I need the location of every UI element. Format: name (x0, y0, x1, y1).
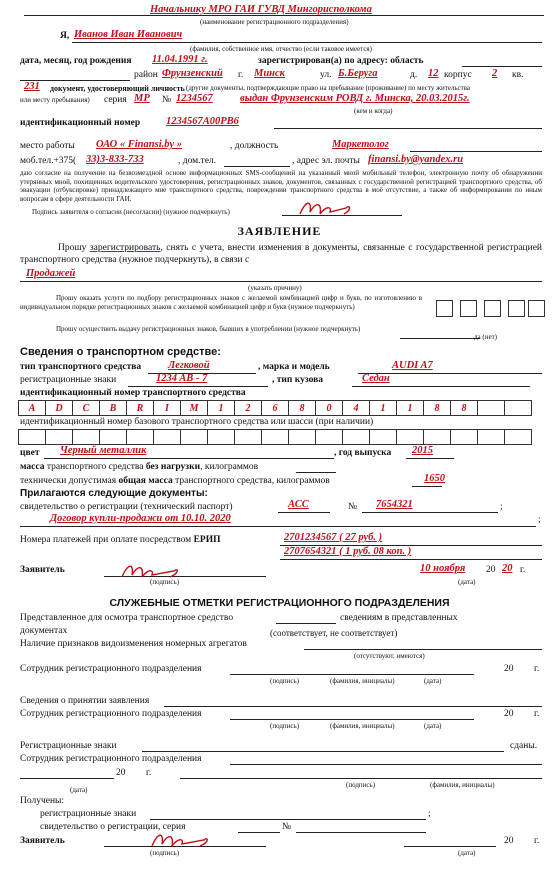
accepted-line (164, 706, 542, 707)
i-label: Я, (60, 31, 70, 41)
house-label: д. (410, 70, 418, 80)
service-1-box-5[interactable] (528, 300, 545, 317)
base-vin-cell (424, 430, 451, 445)
consent-sign-label: Подпись заявителя о согласии (несогласии) (нужное подчеркнуть) (32, 208, 230, 216)
final-suffix: г. (534, 836, 540, 846)
series-value: МР (134, 93, 150, 104)
number-label: № (162, 95, 172, 105)
make-label: , марка и модель (258, 362, 330, 372)
tampering-caption: (отсутствуют, имеются) (354, 652, 425, 660)
total-mass-a: технически допустимая (20, 476, 117, 486)
district-value: Фрунзенский (162, 68, 223, 79)
recv-no-label: № (282, 822, 292, 832)
employee-1-suffix: г. (534, 664, 540, 674)
employee-2-suffix: г. (534, 709, 540, 719)
issued-by: выдан Фрунзенским РОВД г. Минска, 20.03.2015г. (240, 93, 470, 104)
base-vin-cell (505, 430, 532, 445)
city-label: г. (238, 70, 244, 80)
body-line (352, 386, 530, 387)
recv-cert-label: свидетельство о регистрации, серия (40, 822, 186, 832)
service-1-box-4[interactable] (508, 300, 525, 317)
vin-cell: 4 (343, 401, 370, 416)
employee-2-year: 20 (504, 709, 514, 719)
service-1-box-1[interactable] (436, 300, 453, 317)
make-value: AUDI A7 (392, 360, 433, 371)
idnum-value: 1234567A00PB6 (166, 116, 239, 127)
base-vin-cell (100, 430, 127, 445)
base-vin-cell (451, 430, 478, 445)
employee-1-fio-caption: (фамилия, инициалы) (330, 677, 395, 685)
series-label: серия (104, 95, 127, 105)
base-vin-cell (370, 430, 397, 445)
vin-cell: 0 (316, 401, 343, 416)
total-mass-line (412, 486, 442, 487)
cert-no-line (362, 512, 498, 513)
corresponds-caption: (соответствует, не соответствует) (270, 628, 398, 638)
service-2-text: Прошу осуществить выдачу регистрационных знаков, бывших в употреблении (нужное подчеркнуть) (56, 325, 361, 333)
statement-body (20, 242, 542, 266)
payments-label (20, 536, 221, 546)
date-suffix: г. (520, 565, 526, 575)
vin-cell: 8 (451, 401, 478, 416)
date-year: 20 (502, 563, 513, 574)
total-mass-c: транспортного средства, килограммов (175, 476, 330, 486)
employee-3-label: Сотрудник регистрационного подразделения (20, 754, 202, 764)
home-tel-line (224, 166, 290, 167)
region-line (462, 66, 542, 67)
vin-cell: R (127, 401, 154, 416)
base-vin-cell (181, 430, 208, 445)
base-vin-cells (18, 429, 532, 445)
color-line (44, 458, 334, 459)
issued-caption: (кем и когда) (354, 107, 393, 115)
base-vin-cell (316, 430, 343, 445)
type-label: тип транспортного средства (20, 362, 142, 372)
date-year-prefix: 20 (486, 565, 496, 575)
official-heading: СЛУЖЕБНЫЕ ОТМЕТКИ РЕГИСТРАЦИОННОГО ПОДРАЗДЕЛЕНИЯ (109, 597, 450, 609)
plates-label: регистрационные знаки (20, 375, 117, 385)
vin-label: идентификационный номер транспортного средства (20, 388, 246, 398)
year-line (406, 458, 454, 459)
name-caption: (фамилия, собственное имя, отчество (если таковое имеется) (190, 45, 372, 53)
mass-vehicle: транспортного средства (46, 462, 144, 472)
base-vin-cell (478, 430, 505, 445)
body-label: , тип кузова (272, 375, 323, 385)
reason-value: Продажей (26, 268, 76, 279)
received-label: Получены: (20, 796, 65, 806)
presented-rest: сведениям в представленных (340, 613, 458, 623)
base-vin-cell (19, 430, 46, 445)
street-value: Б.Беруга (338, 68, 378, 79)
id-doc-note-a: (другие документы, подтверждающие право на пребывание (проживание) по месту жительства (186, 84, 471, 92)
employee-3-sign-line (180, 778, 542, 779)
base-vin-cell (262, 430, 289, 445)
type-value: Легковой (168, 360, 210, 371)
base-vin-cell (235, 430, 262, 445)
applicant-label: Заявитель (20, 565, 65, 575)
request-underlined: зарегистрировать (89, 243, 161, 253)
recv-plates-line (150, 819, 426, 820)
vin-cell: M (181, 401, 208, 416)
plates-handed-line (142, 751, 504, 752)
service-1-text: Прошу оказать услуги по подбору регистрационных знаков с желаемой комбинацией цифр и букв, по изготовлению в индивидуальном порядке регистрационных знаков с желаемой комбинацией цифр и букв (нужное подчеркнуть) (20, 294, 422, 311)
base-vin-cell (154, 430, 181, 445)
employee-2-sign-caption: (подпись) (270, 722, 300, 730)
signature-1 (296, 196, 356, 220)
employee-2-date-caption: (дата) (424, 722, 442, 730)
request-rest: , снять с учета, внести изменения в документы, связанные с государственной регистрацией транспортного средства (нужное подчеркнуть), в связи с (20, 243, 543, 265)
email-value: finansi.by@yandex.ru (368, 154, 464, 165)
vin-cell: 2 (235, 401, 262, 416)
korpus-label: корпус (444, 70, 472, 80)
docs-word: документах (20, 626, 68, 636)
home-tel-label: , дом.тел. (178, 156, 217, 166)
yes-no-caption: да (нет) (474, 333, 497, 341)
request-prefix: Прошу (58, 243, 87, 253)
color-value: Черный металлик (60, 445, 147, 456)
base-vin-cell (46, 430, 73, 445)
recv-plates-label: регистрационные знаки (40, 809, 137, 819)
vin-cell: C (73, 401, 100, 416)
employee-3-suffix: г. (146, 768, 152, 778)
recv-plates-semicolon: ; (428, 809, 431, 819)
house-value: 12 (428, 68, 439, 79)
idnum-label: идентификационный номер (20, 118, 141, 128)
contract-semicolon: ; (538, 515, 541, 525)
base-vin-label: идентификационный номер базового транспортного средства или шасси (при наличии) (20, 417, 374, 427)
number-value: 1234567 (176, 93, 213, 104)
id-doc-note-b: или месту пребывания) (20, 96, 90, 104)
work-value: ОАО « Finansi.by » (96, 139, 183, 150)
payment-2-line (280, 559, 542, 560)
mob-label: моб.тел.+375( (20, 156, 77, 166)
street-label: ул. (320, 70, 332, 80)
cert-series: АСС (288, 499, 309, 510)
contract-value: Договор купли-продажи от 10.10. 2020 (50, 513, 231, 524)
final-date-caption: (дата) (458, 849, 476, 857)
total-mass-label (20, 477, 330, 487)
cert-label: свидетельство о регистрации (технический паспорт) (20, 502, 233, 512)
service-1-box-2[interactable] (460, 300, 477, 317)
vin-cell (505, 401, 532, 416)
tampering-label: Наличие признаков видоизменения номерных агрегатов (20, 639, 247, 649)
employee-3-date-line (20, 778, 114, 779)
plates-line (128, 386, 268, 387)
position-value: Маркетолог (332, 139, 389, 150)
employee-1-sign-caption: (подпись) (270, 677, 300, 685)
vin-cell: B (100, 401, 127, 416)
employee-1-label: Сотрудник регистрационного подразделения (20, 664, 202, 674)
position-label: , должность (230, 141, 279, 151)
plates-handed-label: Регистрационные знаки (20, 741, 117, 751)
vin-cell: D (46, 401, 73, 416)
base-vin-cell (208, 430, 235, 445)
position-line (410, 151, 542, 152)
employee-3-year: 20 (116, 768, 126, 778)
base-vin-cell (289, 430, 316, 445)
vin-cell: 6 (262, 401, 289, 416)
payments-erip: ЕРИП (193, 535, 221, 545)
consent-text: даю согласие на получение на безвозмездной основе информационных SMS-сообщений на указанный мной мобильный телефон, электронную почту об обнаружении утерянных мной, похищенных водительского удостоверения, регистрационных знаков, документов, связанных с государственной регистрацией транспортного средства, об эвакуации (отбуксировке) принадлежащего мне транспортного средства, повреждении транспортного средства в моё отсутствие, а также об информировании по иным вопросам в сфере деятельности ГАИ. (20, 169, 542, 203)
reason-caption: (указать причину) (248, 284, 302, 292)
apt-value: 231 (24, 81, 40, 92)
recv-no-line (296, 832, 426, 833)
id-doc-label: документ, удостоверяющий личность (50, 84, 185, 93)
employee-2-fio-caption: (фамилия, инициалы) (330, 722, 395, 730)
service-2-line (400, 338, 480, 339)
plates-value: 1234 AB - 7 (156, 373, 208, 384)
vehicle-heading: Сведения о транспортном средстве: (20, 346, 221, 358)
color-label: цвет (20, 448, 40, 458)
vin-cell: 1 (208, 401, 235, 416)
mass-unloaded: без нагрузки (145, 462, 201, 472)
tampering-line (304, 649, 542, 650)
recv-cert-series-line (238, 832, 280, 833)
year-label: , год выпуска (334, 448, 392, 458)
reason-line (20, 281, 542, 282)
apt-label: кв. (512, 70, 524, 80)
base-vin-cell (343, 430, 370, 445)
date-caption: (дата) (458, 578, 476, 586)
base-vin-cell (397, 430, 424, 445)
cert-semicolon: ; (500, 502, 503, 512)
mob-value: 33)3-833-733 (86, 154, 144, 165)
mass-word: масса (20, 462, 45, 472)
idnum-line (274, 128, 542, 129)
presented-line (276, 623, 336, 624)
base-vin-cell (127, 430, 154, 445)
total-mass-value: 1650 (424, 473, 445, 484)
cert-series-line (278, 512, 330, 513)
vin-cell: 1 (370, 401, 397, 416)
employee-2-line (230, 719, 474, 720)
mass-unit: , килограммов (200, 462, 259, 472)
dob-label: дата, месяц, год рождения (20, 56, 132, 66)
dob-value: 11.04.1991 г. (152, 54, 208, 65)
employee-2-label: Сотрудник регистрационного подразделения (20, 709, 202, 719)
base-vin-cell (73, 430, 100, 445)
final-date-line (404, 846, 496, 847)
cert-no-label: № (348, 502, 358, 512)
statement-title: ЗАЯВЛЕНИЕ (237, 224, 322, 238)
vin-cell: 1 (397, 401, 424, 416)
district-label: район (134, 70, 158, 80)
payment-2: 2707654321 ( 1 руб. 08 коп. ) (284, 546, 412, 557)
employee-1-line (230, 674, 474, 675)
vin-cell: 8 (424, 401, 451, 416)
vin-cell (478, 401, 505, 416)
city-value: Минск (254, 68, 285, 79)
contract-line (20, 526, 536, 527)
year-value: 2015 (412, 445, 433, 456)
vin-cell: 8 (289, 401, 316, 416)
vin-cell: A (19, 401, 46, 416)
employee-3-line (230, 764, 542, 765)
body-value: Седан (362, 373, 390, 384)
payments-text: Номера платежей при оплате посредством (20, 535, 192, 545)
applicant-name: Иванов Иван Иванович (74, 29, 183, 40)
mass-line (296, 472, 336, 473)
final-applicant-label: Заявитель (20, 836, 65, 846)
service-1-box-3[interactable] (484, 300, 501, 317)
registered-label: зарегистрирован(а) по адресу: область (258, 56, 424, 66)
email-label: , адрес эл. почты (292, 156, 360, 166)
recipient-caption: (наименование регистрационного подразделения) (200, 18, 349, 26)
name-line (72, 42, 542, 43)
vin-cells (18, 400, 532, 416)
accepted-label: Сведения о принятии заявления (20, 696, 150, 706)
employee-3-date-caption: (дата) (70, 786, 88, 794)
recipient: Начальнику МРО ГАИ ГУВД Мингорисполкома (150, 4, 372, 15)
korpus-value: 2 (492, 68, 498, 79)
mass-label (20, 463, 258, 473)
final-sign-caption: (подпись) (150, 849, 180, 857)
presented-label: Представленное для осмотра транспортное средство (20, 613, 234, 623)
payment-1: 2701234567 ( 27 руб. ) (284, 532, 383, 543)
cert-no: 7654321 (376, 499, 413, 510)
employee-3-sign-caption: (подпись) (346, 781, 376, 789)
employee-1-date-caption: (дата) (424, 677, 442, 685)
handed-label: сданы. (510, 741, 538, 751)
employee-1-year: 20 (504, 664, 514, 674)
final-year: 20 (504, 836, 514, 846)
vin-cell: I (154, 401, 181, 416)
work-label: место работы (20, 141, 75, 151)
date-day: 10 ноября (420, 563, 466, 574)
applicant-sign-caption: (подпись) (150, 578, 180, 586)
employee-3-fio-caption: (фамилия, инициалы) (430, 781, 495, 789)
total-mass-b: общая масса (118, 476, 173, 486)
docs-heading: Прилагаются следующие документы: (20, 488, 208, 499)
